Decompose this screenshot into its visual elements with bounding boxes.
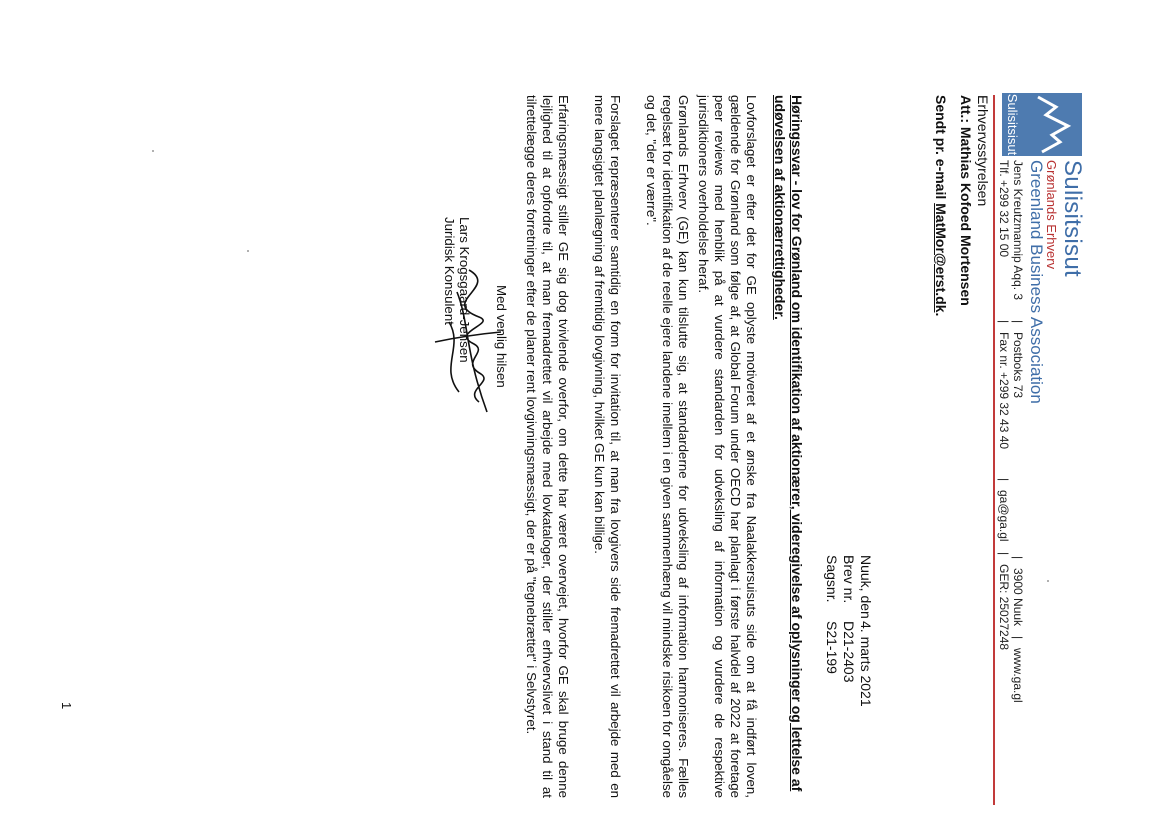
body-paragraph-4: Erfaringsmæssigt stiller GE sig dog tvivlende overfor, om dette har været overvejet, hvorfor GE skal bruge denne lejlighed til at opfordre til, at man fremadrettet vil arbejde med lovkataloger, der stiller erhvervslivet i stand til at tilrettelægge deres forretninger efter de planer rent lovgivningsmæssigt, der er på "tegnebrættet" i Selvstyret. (524, 95, 571, 798)
contact-separator: | (997, 478, 1011, 482)
case-number-value: S21-199 (824, 621, 840, 674)
contact-address: Jens Kreutzmannip Aqq. 3 (1011, 160, 1025, 301)
scan-speck (1047, 580, 1049, 582)
scan-speck (247, 250, 249, 252)
page-number: 1 (59, 702, 74, 710)
sent-by-email (933, 95, 949, 316)
contact-separator: | (1011, 636, 1025, 640)
contact-ger: GER: 25027248 (997, 564, 1011, 651)
contact-city: 3900 Nuuk (1011, 568, 1025, 627)
recipient-att: Att.: Mathias Kofoed Mortensen (958, 95, 974, 306)
recipient-email-link[interactable]: MatMor@erst.dk (933, 203, 949, 313)
letter-meta (823, 555, 874, 795)
contact-web: www.ga.gl (1011, 648, 1025, 703)
sent-suffix: . (933, 312, 949, 317)
letter-number-value: D21-2403 (841, 621, 857, 683)
letter-subject: Høringssvar - lov for Grønland om identifikation af aktionærer, videregivelse af oplysninger og lettelse af udøvelsen af aktionærrettigheder. (772, 95, 805, 792)
contact-info (997, 160, 1025, 800)
mountain-logo-icon (1020, 93, 1082, 156)
recipient-block (957, 95, 991, 306)
brand-name: Sulisitsisut (1059, 160, 1086, 277)
brand-subtitle-english: Greenland Business Association (1027, 160, 1046, 404)
contact-email: ga@ga.gl (997, 490, 1011, 542)
contact-pobox: Postboks 73 (1011, 332, 1025, 399)
contact-separator: | (997, 552, 1011, 556)
scan-speck (152, 150, 154, 152)
body-paragraph-1: Lovforslaget er efter det for GE oplyste motiveret af et ønske fra Naalakkersuisuts side om at få indført loven, gældende for Grønland som følge af, at Global Forum under OECD har planlagt i første halvdel af 2022 at foretage peer reviews med henblik på at vurdere standarden for udveksling af information og vurdere de respektive jurisdiktioners overholdelse heraf. (696, 95, 759, 798)
sent-prefix: Sendt pr. e-mail (933, 95, 949, 200)
recipient-org: Erhvervsstyrelsen (975, 95, 991, 207)
signer-title: Juridisk Konsulent (442, 217, 457, 325)
contact-separator: | (1011, 320, 1025, 324)
date-value: 4. marts 2021 (858, 621, 874, 707)
letter-number-label: Brev nr. (841, 555, 857, 604)
logo (1002, 93, 1082, 156)
logo-label: Sulisitsisut (1002, 93, 1022, 156)
closing-greeting: Med venlig hilsen (494, 285, 509, 388)
brand-subtitle-danish: Grønlands Erhverv (1044, 160, 1059, 270)
header-divider (993, 95, 995, 805)
signer-block (442, 217, 472, 363)
case-number-label: Sagsnr. (824, 555, 840, 603)
contact-fax: Fax nr. +299 32 43 40 (997, 332, 1011, 450)
contact-separator: | (997, 320, 1011, 324)
body-paragraph-3: Forslaget repræsenterer samtidig en form for invitation til, at man fra lovgivers side fremadrettet vil arbejde med en mere langsigtet planlægning af fremtidig lovgivning, hvilket GE kun kan billige. (592, 95, 623, 798)
signer-name: Lars Krogsgaard-Jensen (457, 217, 472, 363)
body-paragraph-2: Grønlands Erhverv (GE) kan kun tilslutte sig, at standarderne for udveksling af information harmoniseres. Fælles regelsæt for identifikation af de reelle ejere landene imellem i en given sammenhæng vil mindske risikoen for omgåelse og det, "der er værre". (644, 95, 691, 798)
contact-separator: | (1011, 556, 1025, 560)
contact-phone: Tlf. +299 32 15 00 (997, 160, 1011, 258)
date-label: Nuuk, den (858, 555, 874, 619)
